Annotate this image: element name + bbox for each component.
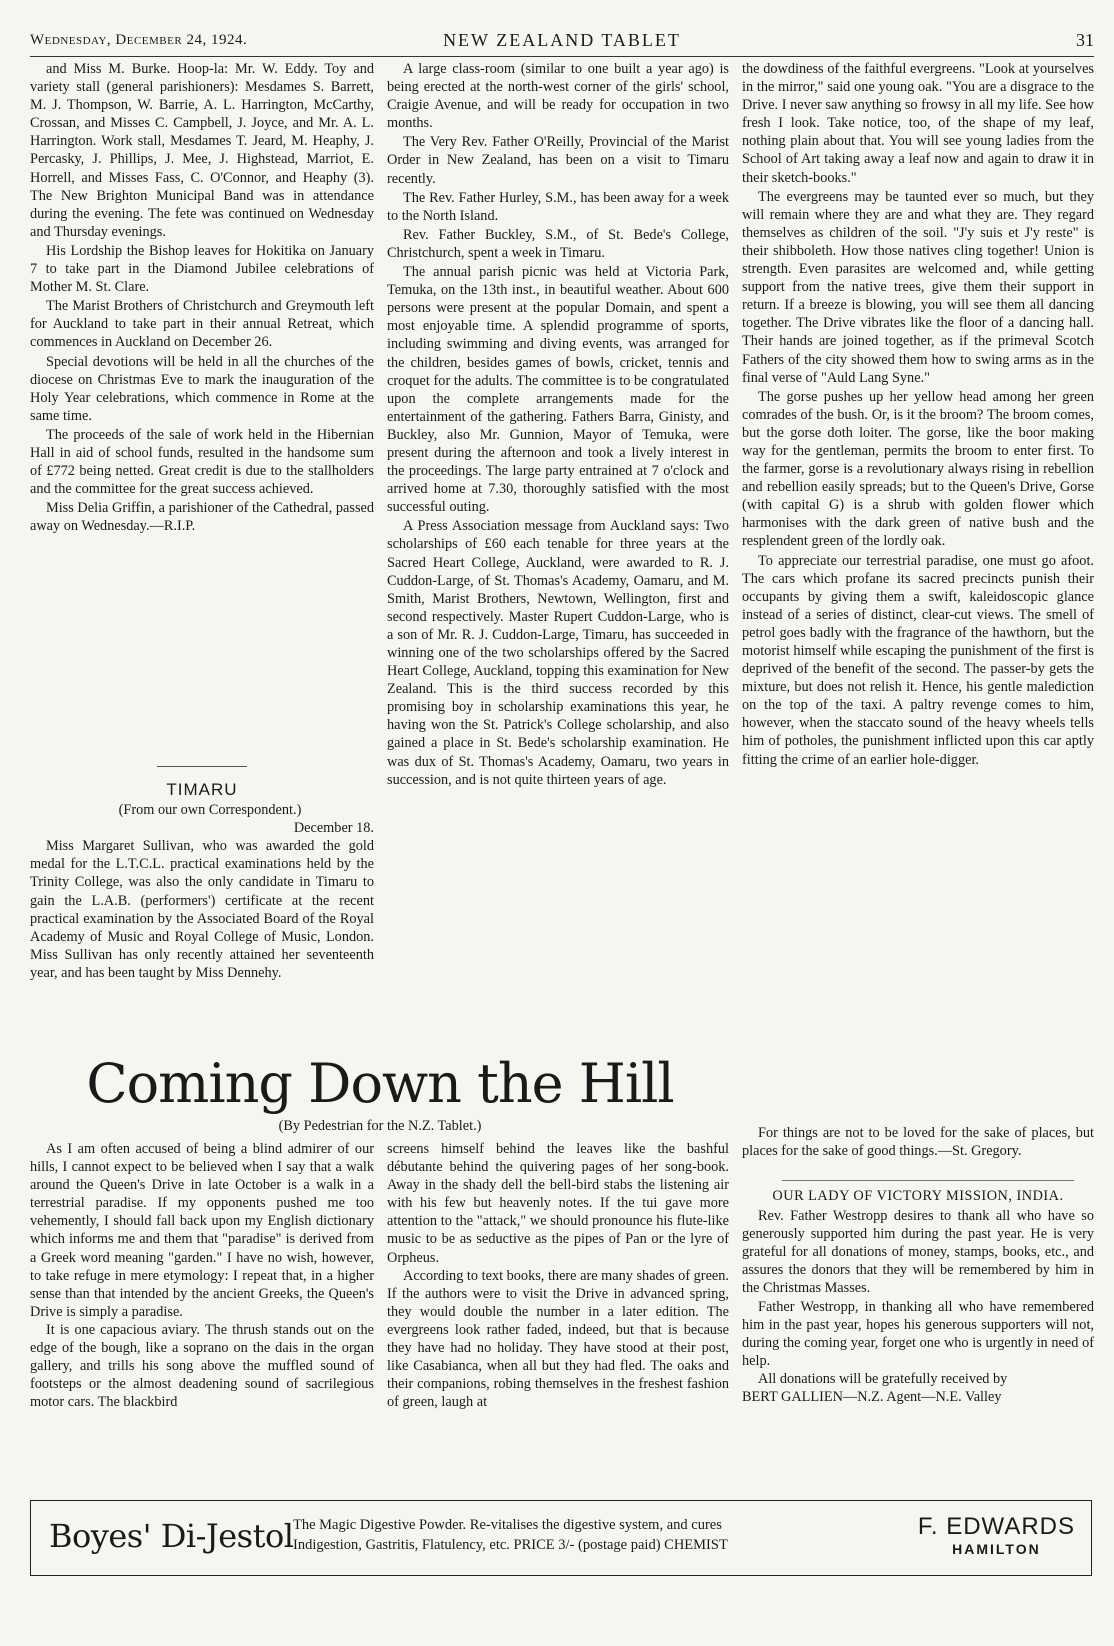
paragraph: According to text books, there are many shades of green. If the authors were to visit the Drive in advanced spring, they would double the number in a later edition. The evergreens look rather faded, indeed, but that is because they have had no holiday. They have stood at their post, like Casabianca, when all but they had fled. The oaks and their companions, robing themselves in the freshest fashion of green, laugh at [387, 1267, 729, 1411]
paragraph: Rev. Father Buckley, S.M., of St. Bede's College, Christchurch, spent a week in Timaru. [387, 226, 729, 261]
paragraph: and Miss M. Burke. Hoop-la: Mr. W. Eddy. Toy and variety stall (general parishioners): Mesdames S. Barrett, M. J. Thompson, W. Barrie, A. L. Harrington, McCarthy, Crossan, and Misses C. Campbell, J. Joyce, and Mr. A. L. Harrington. Work stall, Mesdames T. Jeard, M. Heaphy, J. Percasky, J. Phillips, J. Mee, J. Highstead, Marriot, E. Horrell, and Misses Fass, C. O'Connor, and Heaphy (3). The New Brighton Municipal Band was in attendance during the evening. The fete was continued on Wednesday and Thursday evenings. [30, 61, 374, 240]
paragraph: Special devotions will be held in all the churches of the diocese on Christmas Eve to mark the inauguration of the Holy Year celebrations, which commence in Rome at the same time. [30, 353, 374, 424]
paragraph: Miss Margaret Sullivan, who was awarded the gold medal for the L.T.C.L. practical examinations held by the Trinity College, was also the only candidate in Timaru to gain the L.A.B. (performers') certificate at the recent practical examination by the Associated Board of the Royal Academy of Music and Royal College of Music, London. Miss Sullivan has only recently attained her seventeenth year, and has been taught by Miss Dennehy. [30, 838, 374, 981]
column-2-news [387, 60, 729, 1060]
paragraph: the dowdiness of the faithful evergreens. "Look at yourselves in the mirror," said one young oak. "You are a disgrace to the Drive. I never saw anything so frowsy in all my life. See how fresh I look. Take notice, too, of the shape of my leaf, nothing plain about that. You will see young ladies from the School of Art taking away a leaf now and again to draw it in their sketch-books." [742, 61, 1094, 186]
paragraph: As I am often accused of being a blind admirer of our hills, I cannot expect to be believed when I say that a walk around the Queen's Drive in late October is a walk in a terrestrial paradise. If my opponents pushed me too vehemently, I should fall back upon my English dictionary which informs me and them that "paradise" is derived from a Greek word meaning "garden." I have no wish, however, to take refuge in mere etymology: I repeat that, in a higher sense than that intended by the ancient Greeks, the Queen's Drive is simply a paradise. [30, 1141, 374, 1320]
paragraph: It is one capacious aviary. The thrush stands out on the edge of the bough, like a soprano on the dais in the organ gallery, and trills his song above the muffled sound of footsteps or the almost deadening sound of sacrilegious motor cars. The blackbird [30, 1321, 374, 1411]
paragraph: screens himself behind the leaves like the bashful débutante behind the quivering pages of her song-book. Away in the shady dell the bell-bird stabs the listening air with his few but heavenly notes. If the tui gave more attention to the "attack," we should pronounce his flute-like music to be as seductive as the pipes of Pan or the lyre of Orpheus. [387, 1141, 729, 1266]
ad-brand-name: Boyes' Di-Jestol [49, 1517, 294, 1555]
article-column-2 [387, 1140, 729, 1490]
paragraph: The Very Rev. Father O'Reilly, Provincial of the Marist Order in New Zealand, has been on a visit to Timaru recently. [387, 134, 729, 187]
paragraph: To appreciate our terrestrial paradise, one must go afoot. The cars which profane its sacred precincts punish their occupants by giving them a swift, kaleidoscopic glance instead of a series of distinct, clear-cut views. The smell of petrol goes badly with the fragrance of the hawthorn, but the motorist himself while escaping the punishment of the first is deprived of the benefit of the second. The passer-by gets the mixture, but does not relish it. Hence, his gentle malediction on the top of the taxi. A paltry revenge comes to him, however, when the staccato sound of the heavy wheels tells him of potholes, the punishment inflicted upon this car aptly fitting the crime of an earlier hole-digger. [742, 552, 1094, 768]
ad-copy [293, 1515, 853, 1555]
ad-copy-line: The Magic Digestive Powder. Re-vitalises the digestive system, and cures [293, 1517, 722, 1533]
paragraph: All donations will be gratefully received by [758, 1370, 1008, 1387]
paragraph: Father Westropp, in thanking all who have remembered him in the past year, hopes his generous supporters will not, during the coming year, forget one who is urgently in need of help. [742, 1298, 1094, 1369]
page-number: 31 [1076, 30, 1094, 50]
mission-title: OUR LADY OF VICTORY MISSION, INDIA. [772, 1188, 1064, 1204]
paragraph: His Lordship the Bishop leaves for Hokitika on January 7 to take part in the Diamond Jubilee celebrations of Mother M. St. Clare. [30, 242, 374, 296]
ad-seller-name: F. EDWARDS [917, 1513, 1075, 1540]
ad-seller [918, 1513, 1075, 1557]
paragraph: The Marist Brothers of Christchurch and Greymouth left for Auckland to take part in their annual Retreat, which commences in Auckland on December 26. [30, 298, 374, 351]
ad-seller-town: HAMILTON [952, 1541, 1041, 1557]
paragraph: The gorse pushes up her yellow head among her green comrades of the bush. Or, is it the broom? The broom comes, but the gorse doth loiter. The gorse, like the boor making way for the gentleman, permits the broom to enter first. To the farmer, gorse is a revolutionary always rising in rebellion and rebellion easily spreads; but to the Queen's Drive, Gorse (with capital G) is a shrub with golden flower which harmonises with the dark green of native bush and the resplendent green of the lordly oak. [742, 388, 1094, 550]
column-1-news [30, 60, 374, 750]
advertisement-box [30, 1500, 1092, 1576]
paragraph: Miss Delia Griffin, a parishioner of the Cathedral, passed away on Wednesday.—R.I.P. [30, 500, 374, 535]
article-byline: (By Pedestrian for the N.Z. Tablet.) [278, 1118, 482, 1134]
mission-signature: BERT GALLIEN—N.Z. Agent—N.E. Valley [742, 1389, 1002, 1406]
article-column-1 [30, 1140, 374, 1490]
article-title: Coming Down the Hill [86, 1052, 674, 1115]
correspondent-credit: (From our own Correspondent.) [118, 802, 302, 819]
dispatch-date: December 18. [293, 820, 374, 837]
issue-date: Wednesday, December 24, 1924. [30, 32, 248, 48]
paragraph: The evergreens may be taunted ever so much, but they will remain where they are and what they are. They regard themselves as children of the soil. "J'y suis et J'y reste" is their shibboleth. How those natives cling together! Union is strength. Even parasites are welcomed and, while getting support from the native trees, give them their support in return. If a breeze is blowing, you will see them all dancing together. The Drive vibrates like the floor of a dancing hall. Their hands are joined together, as if the primeval Scotch Fathers of the city showed them how to swing arms as in the final verse of "Auld Lang Syne." [742, 188, 1094, 386]
timaru-section [30, 754, 374, 1054]
paragraph: Rev. Father Westropp desires to thank all who have so generously supported him during the past year. He is very grateful for all donations of money, stamps, books, etc., and assures the donors that they will be remembered by him in the Christmas Masses. [742, 1208, 1094, 1297]
page-header [30, 30, 1094, 57]
section-divider [157, 766, 247, 767]
column-3-article-continued [742, 60, 1094, 1120]
mission-notice [742, 1180, 1094, 1406]
ad-copy-line: Indigestion, Gastritis, Flatulency, etc. PRICE 3/- (postage paid) CHEMIST [293, 1537, 728, 1553]
timaru-heading: TIMARU [166, 780, 238, 799]
paragraph: The annual parish picnic was held at Victoria Park, Temuka, on the 13th inst., in beautiful weather. About 600 persons were present at the popular Domain, and spent a most enjoyable time. A splendid programme of sports, including swimming and diving events, was arranged for the children, besides games of bowls, cricket, tennis and croquet for the adults. The committee is to be congratulated upon the complete arrangements made for the entertainment of the gathering. Fathers Barra, Ginisty, and Buckley, also Mr. Gunnion, Mayor of Temuka, were present during the afternoon and took a lively interest in the proceedings. The large party entrained at 7 o'clock and arrived home at 7.30, thoroughly satisfied with the most successful outing. [387, 264, 729, 516]
paragraph: A large class-room (similar to one built a year ago) is being erected at the north-west corner of the girls' school, Craigie Avenue, and will be ready for occupation in two months. [387, 61, 729, 132]
paragraph: The proceeds of the sale of work held in the Hibernian Hall in aid of school funds, resulted in the handsome sum of £772 being netted. Great credit is due to the stallholders and the committee for the great success achieved. [30, 426, 374, 498]
quote-block [742, 1124, 1094, 1160]
paragraph: The Rev. Father Hurley, S.M., has been away for a week to the North Island. [387, 189, 729, 224]
newspaper-title: NEW ZEALAND TABLET [443, 30, 681, 50]
quotation: For things are not to be loved for the sake of places, but places for the sake of good things.—St. Gregory. [742, 1125, 1094, 1160]
paragraph: A Press Association message from Auckland says: Two scholarships of £60 each tenable for three years at the Sacred Heart College, Auckland, were awarded to R. J. Cuddon-Large, of St. Thomas's Academy, Oamaru, and M. Smith, Marist Brothers, Newtown, Wellington, first and second respectively. Master Rupert Cuddon-Large, who is a son of Mr. R. J. Cuddon-Large, Timaru, has succeeded in winning one of the two scholarships offered by the Sacred Heart College, Auckland, topping this examination for New Zealand. This is the third success recorded by this promising boy in scholarship examinations this year, he having won the St. Patrick's College scholarship, and also gained a place in St. Bede's scholarship examination. He was dux of St. Thomas's Academy, Oamaru, two years in succession, and is not quite thirteen years of age. [387, 518, 729, 788]
section-divider [782, 1180, 1074, 1181]
